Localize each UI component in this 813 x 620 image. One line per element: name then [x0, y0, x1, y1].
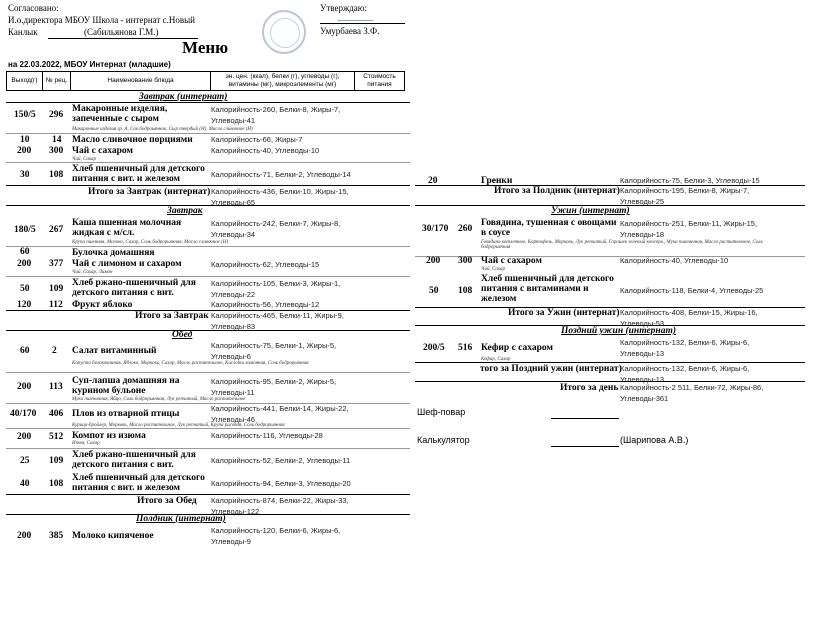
dish-name: Булочка домашняя — [72, 248, 155, 258]
dish-name: Хлеб пшеничный для детского питания с витаминами и железом — [481, 274, 614, 304]
row-output: 200 — [17, 382, 32, 392]
row-output: 180/5 — [14, 225, 36, 235]
row-recipe: 516 — [458, 343, 473, 353]
row-output: 25 — [20, 456, 30, 466]
director-line1: И.о.директора МБОУ Школа - интернат с.Новый — [8, 15, 195, 25]
row-output: 200 — [426, 256, 441, 266]
row-recipe: 108 — [458, 286, 473, 296]
dish-name: Кефир с сахаром — [481, 343, 553, 353]
row-recipe: 113 — [49, 382, 63, 392]
agreed-label: Согласовано: — [8, 3, 59, 13]
total-nutrition: Калорийность-436, Белки-10, Жиры-15, Углеводы-65 — [211, 187, 349, 207]
row-recipe: 108 — [49, 170, 64, 180]
dish-name: Хлеб пшеничный для детского питания с вит. и железом — [72, 473, 205, 493]
approve-label: Утверждаю: — [320, 3, 368, 13]
calculator-label: Калькулятор — [417, 435, 470, 445]
row-recipe: 300 — [49, 146, 64, 156]
total-nutrition: Калорийность-874, Белки-22, Жиры-33, Углеводы-122 — [211, 496, 349, 516]
dish-ingredients: Чай, Сахар, Лимон — [72, 270, 113, 275]
col-output: Выход(г) — [6, 71, 43, 91]
row-output: 30/170 — [422, 224, 449, 234]
row-recipe: 406 — [49, 409, 64, 419]
chef-label: Шеф-повар — [417, 407, 466, 417]
dish-name: Плов из отварной птицы — [72, 409, 180, 419]
dish-ingredients: Макаронные изделия гр. А, Сок бодроьянник, Сыр твердый (Н), Масло сливочное (Н) — [72, 127, 253, 132]
dish-name: Чай с лимоном и сахаром — [72, 259, 182, 269]
dish-ingredients: Кефир, Сахар — [481, 357, 511, 362]
dish-ingredients: Курица-бройлер, Морковь, Масло растительное, Лук репчатый, Крупа рисовая, Соль бодрорьянная — [72, 423, 285, 428]
row-output: 200/5 — [423, 343, 445, 353]
dish-name: Чай с сахаром — [72, 146, 133, 156]
row-output: 20 — [428, 176, 438, 186]
row-recipe: 2 — [52, 346, 57, 356]
row-output: 30 — [20, 170, 30, 180]
director-line2: Канлык — [8, 27, 38, 37]
section-late-dinner: Поздний ужин (интернат) — [561, 326, 677, 336]
date-line: на 22.03.2022, МБОУ Интернат (младшие) — [8, 60, 171, 69]
section-snack: Полдник (интернат) — [136, 514, 226, 524]
row-output: 60 — [20, 247, 30, 257]
row-recipe: 112 — [49, 300, 63, 310]
dish-name: Чай с сахаром — [481, 256, 542, 266]
dish-name: Фрукт яблоко — [72, 300, 133, 310]
row-output: 60 — [20, 346, 30, 356]
dish-nutrition: Калорийность-40, Углеводы-10 — [211, 146, 320, 155]
total-nutrition: Калорийность-195, Белки-8, Жиры-7, Углеводы-25 — [620, 186, 750, 206]
total-dinner: Итого за Ужин (интернат) — [508, 308, 620, 318]
dish-ingredients: Чай, Сахар — [481, 267, 505, 272]
section-lunch: Обед — [172, 330, 193, 340]
approver-name: Умурбаева З.Ф. — [320, 26, 380, 36]
dish-nutrition: Калорийность-71, Белки-2, Углеводы-14 — [211, 170, 351, 179]
total-late-dinner: того за Поздний ужин (интернат) — [480, 364, 622, 374]
total-nutrition: Калорийность-465, Белки-11, Жиры-9, Углеводы-83 — [211, 311, 344, 331]
row-output: 200 — [17, 432, 32, 442]
row-output: 40/170 — [10, 409, 37, 419]
section-breakfast: Завтрак — [167, 206, 203, 216]
row-output: 150/5 — [14, 110, 36, 120]
dish-name: Хлеб ржано-пшеничный для детского питания с вит. — [72, 450, 196, 470]
director-name: (Сабильянова Г.М.) — [84, 27, 159, 37]
dish-ingredients: Чай, Сахар — [72, 157, 96, 162]
col-nutrition: эн. цен. (ккал), белки (г), углеводы (г), витамины (мг), микроэлементы (мг) — [210, 71, 355, 91]
dish-name: Масло сливочное порциями — [72, 135, 193, 145]
dish-ingredients: Капуста белокочанная, Яблоко, Морковь, Сахар, Масло растительное, Кислота лимонная, Соль бодрорьянная — [72, 361, 309, 366]
stamp-image — [262, 10, 306, 54]
dish-name: Макаронные изделия, запеченные с сыром — [72, 104, 168, 124]
total-nutrition: Калорийность-2 511, Белки-72, Жиры-86, Углеводы-361 — [620, 383, 764, 403]
col-recipe: № рец. — [42, 71, 71, 91]
dish-name: Салат витаминный — [72, 346, 157, 356]
total-breakfast: Итого за Завтрак — [135, 311, 209, 321]
row-output: 200 — [17, 259, 32, 269]
dish-ingredients: Изюм, Сахар — [72, 441, 100, 446]
row-output: 50 — [20, 284, 30, 294]
row-output: 120 — [17, 300, 32, 310]
row-recipe: 296 — [49, 110, 64, 120]
dish-name: Молоко кипяченое — [72, 531, 154, 541]
dish-ingredients: Говядина котлетное, Картофель, Морковь, Лук репчатый, Горошек зеленый консерв., Мука пшеничная, Масло растительное, Соль бодрорьянная — [481, 240, 763, 250]
dish-name: Хлеб пшеничный для детского питания с вит. и железом — [72, 164, 205, 184]
row-recipe: 300 — [458, 256, 473, 266]
dish-nutrition: Калорийность-118, Белки-4, Углеводы-25 — [620, 286, 764, 295]
dish-nutrition: Калорийность-105, Белки-3, Жиры-1, Углеводы-22 — [211, 279, 341, 299]
section-dinner: Ужин (интернат) — [551, 206, 630, 216]
dish-nutrition: Калорийность-132, Белки-6, Жиры-6, Углеводы-13 — [620, 338, 750, 358]
dish-nutrition: Калорийность-40, Углеводы-10 — [620, 256, 729, 265]
section-breakfast-internat: Завтрак (интернат) — [139, 92, 228, 102]
page-title: Меню — [182, 38, 229, 57]
dish-nutrition: Калорийность-75, Белки-1, Жиры-5, Углеводы-6 — [211, 341, 337, 361]
row-output: 40 — [20, 479, 30, 489]
row-output: 10 — [20, 135, 30, 145]
row-recipe: 385 — [49, 531, 64, 541]
dish-nutrition: Калорийность-62, Углеводы-15 — [211, 260, 320, 269]
dish-nutrition: Калорийность-66, Жиры-7 — [211, 135, 303, 144]
dish-nutrition: Калорийность-95, Белки-2, Жиры-5, Углеводы-11 — [211, 377, 337, 397]
dish-nutrition: Калорийность-441, Белки-14, Жиры-22, Углеводы-46 — [211, 404, 349, 424]
dish-name: Гренки — [481, 176, 513, 186]
dish-name: Говядина, тушенная с овощами в соусе — [481, 218, 617, 238]
dish-nutrition: Калорийность-52, Белки-2, Углеводы-11 — [211, 456, 351, 465]
dish-nutrition: Калорийность-251, Белки-11, Жиры-15, Углеводы-18 — [620, 219, 758, 239]
dish-name: Хлеб ржано-пшеничный для детского питания с вит. — [72, 278, 196, 298]
row-recipe: 109 — [49, 284, 64, 294]
row-recipe: 267 — [49, 225, 64, 235]
dish-name: Суп-лапша домашняя на курином бульоне — [72, 376, 180, 396]
row-recipe: 512 — [49, 432, 64, 442]
dish-name: Каша пшенная молочная жидкая с м/сл. — [72, 218, 182, 238]
dish-ingredients: Мука пшеничная, Яйцо, Соль бодрорьянная, Лук репчатый, Масло растительное — [72, 397, 246, 402]
dish-nutrition: Калорийность-56, Углеводы-12 — [211, 300, 320, 309]
col-cost: Стоимость питания — [354, 71, 405, 91]
dish-ingredients: Крупа пшенная, Молоко, Сахар, Соль бодрорьянная, Масло сливочное (Н) — [72, 240, 229, 245]
dish-nutrition: Калорийность-94, Белки-3, Углеводы-20 — [211, 479, 351, 488]
row-recipe: 109 — [49, 456, 64, 466]
row-recipe: 260 — [458, 224, 473, 234]
dish-nutrition: Калорийность-116, Углеводы-28 — [211, 431, 323, 440]
row-output: 200 — [17, 146, 32, 156]
dish-nutrition: Калорийность-260, Белки-8, Жиры-7, Углеводы-41 — [211, 105, 341, 125]
dish-nutrition: Калорийность-242, Белки-7, Жиры-8, Углеводы-34 — [211, 219, 341, 239]
total-nutrition: Калорийность-132, Белки-6, Жиры-6, Углеводы-13 — [620, 364, 750, 384]
total-snack: Итого за Полдник (интернат) — [494, 186, 620, 196]
total-lunch: Итого за Обед — [137, 496, 197, 506]
calculator-name: (Шарипова А.В.) — [620, 435, 689, 445]
row-output: 50 — [429, 286, 439, 296]
row-recipe: 14 — [52, 135, 62, 145]
total-nutrition: Калорийность-408, Белки-15, Жиры-16, Углеводы-53 — [620, 308, 758, 328]
row-output: 200 — [17, 531, 32, 541]
dish-nutrition: Калорийность-120, Белки-6, Жиры-6, Углеводы-9 — [211, 526, 341, 546]
dish-name: Компот из изюма — [72, 431, 146, 441]
row-recipe: 377 — [49, 259, 64, 269]
dish-nutrition: Калорийность-75, Белки-3, Углеводы-15 — [620, 176, 760, 185]
col-dish-name: Наименование блюда — [70, 71, 211, 91]
signature-image — [337, 6, 378, 21]
total-day: Итого за день — [560, 383, 619, 393]
total-breakfast-internat: Итого за Завтрак (интернат) — [88, 187, 211, 197]
row-recipe: 108 — [49, 479, 64, 489]
